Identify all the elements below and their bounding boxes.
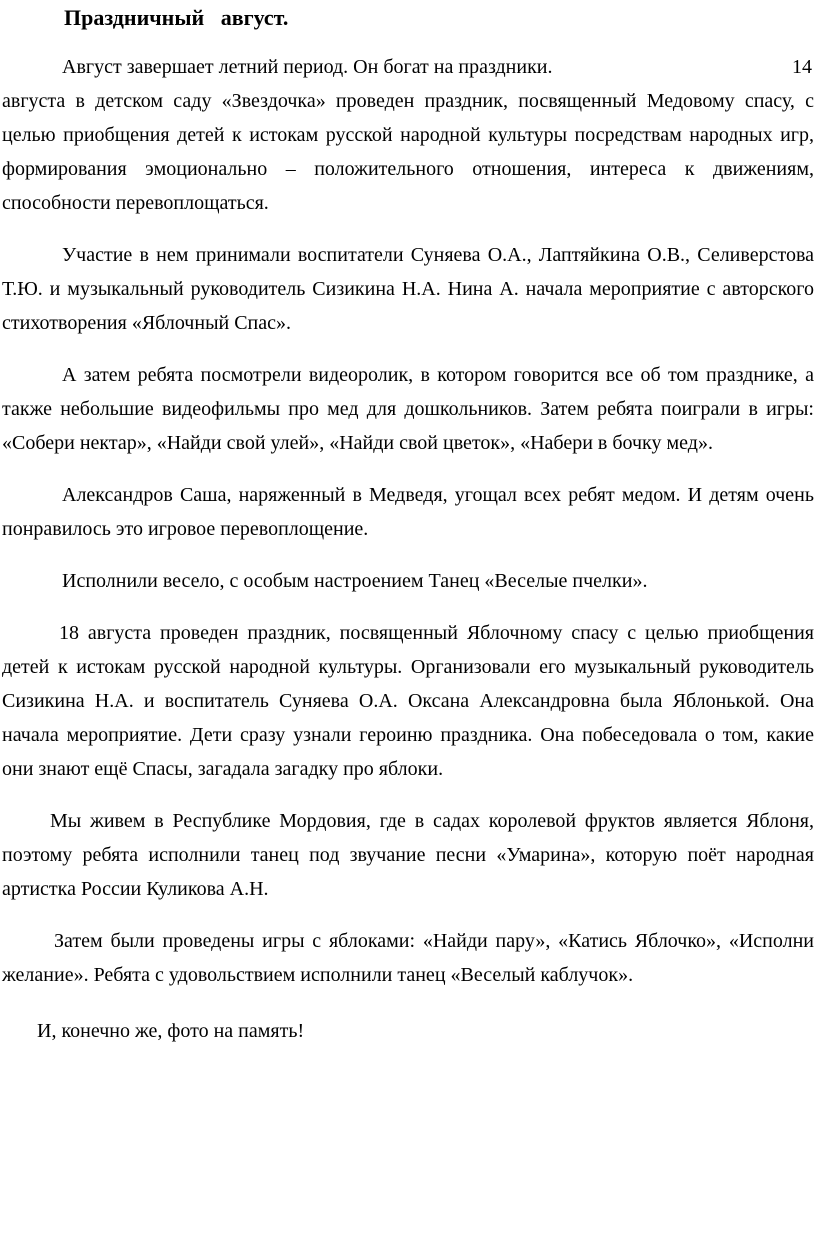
paragraph-6: 18 августа проведен праздник, посвященный Яблочному спасу с целью приобщения детей к истокам русской народной культуры. Организовали его музыкальный руководитель Сизикина Н.А. и воспитатель Суняева О.А. Оксана Александровна была Яблонькой. Она начала мероприятие. Дети сразу узнали героиню праздника. Она побеседовала о том, какие они знают ещё Спасы, загадала загадку про яблоки.	[2, 622, 814, 780]
paragraph-2: Участие в нем принимали воспитатели Суняева О.А., Лаптяйкина О.В., Селиверстова Т.Ю. и музыкальный руководитель Сизикина Н.А. Нина А. начала мероприятие с авторского стихотворения «Яблочный Спас».	[2, 244, 814, 334]
paragraph-5: Исполнили весело, с особым настроением Танец «Веселые пчелки».	[62, 570, 648, 592]
paragraph-3: А затем ребята посмотрели видеоролик, в котором говорится все об том празднике, а также небольшие видеофильмы про мед для дошкольников. Затем ребята поиграли в игры: «Собери нектар», «Найди свой улей», «Найди свой цветок», «Набери в бочку мед».	[2, 364, 814, 454]
paragraph-1-day: 14	[792, 56, 812, 78]
paragraph-9: И, конечно же, фото на память!	[37, 1020, 305, 1042]
paragraph-1-first-line	[2, 50, 814, 84]
paragraph-4: Александров Саша, наряженный в Медведя, угощал всех ребят медом. И детям очень понравилось это игровое перевоплощение.	[2, 484, 814, 540]
document-title: Праздничный август.	[64, 5, 289, 30]
paragraph-8: Затем были проведены игры с яблоками: «Найди пару», «Катись Яблочко», «Исполни желание». Ребята с удовольствием исполнили танец «Веселый каблучок».	[2, 930, 814, 986]
paragraph-1	[2, 50, 814, 220]
paragraph-7: Мы живем в Республике Мордовия, где в садах королевой фруктов является Яблоня, поэтому ребята исполнили танец под звучание песни «Умарина», которую поёт народная артистка России Куликова А.Н.	[2, 810, 814, 900]
paragraph-1-intro: Август завершает летний период. Он богат на праздники.	[62, 56, 553, 78]
paragraph-1-body: августа в детском саду «Звездочка» проведен праздник, посвященный Медовому спасу, с целью приобщения детей к истокам русской народной культуры посредствам народных игр, формирования эмоционально – положительного отношения, интереса к движениям, способности перевоплощаться.	[2, 90, 814, 214]
